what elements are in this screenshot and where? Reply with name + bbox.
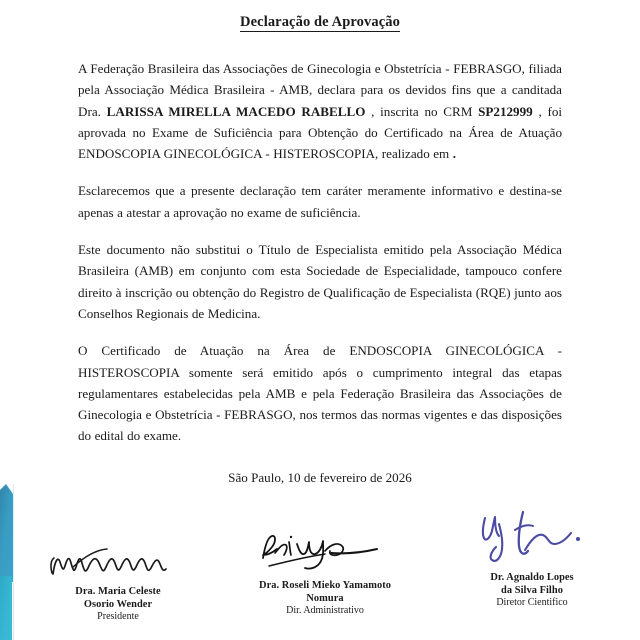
emphasized-text: . [452, 146, 456, 162]
edge-band-highlight [13, 484, 14, 640]
signature-name-line-2: Osorio Wender [83, 598, 153, 610]
handwritten-signature-icon [227, 516, 423, 578]
signature-block-diretor-cientifico [434, 508, 630, 610]
handwritten-signature-icon [434, 508, 630, 570]
date-line: São Paulo, 10 de fevereiro de 2026 [228, 470, 412, 485]
body-text: Este documento não substitui o Título de Especialista emitido pela Associação Médica Brasileira (AMB) em conjunto com esta Sociedade de Especialidade, tampouco confere direito à inscrição ou obtenção do Registro de Qualificação de Especialista (RQE) junto aos Conselhos Regionais de Medicina. [78, 242, 562, 321]
signature-name-line-2: da Silva Filho [501, 584, 563, 596]
signature-row [20, 508, 630, 624]
signature-name [490, 572, 573, 597]
left-edge-decoration [0, 484, 14, 640]
body-text: A Federação Brasileira das Associações de Ginecologia e Obstetrícia - FEBRASGO, filiada pela Associação Médica Brasileira - AMB, declara para os devidos fins que a canditada Dra. [78, 61, 562, 119]
edge-band-light-segment [0, 576, 12, 640]
signature-block-presidente [20, 522, 216, 624]
emphasized-text: SP212999 [478, 103, 533, 119]
body-text: , inscrita no CRM [365, 103, 479, 119]
signature-role: Diretor Cientifico [496, 597, 568, 609]
body-text: O Certificado de Atuação na Área de ENDOSCOPIA GINECOLÓGICA - HISTEROSCOPIA somente será emitido após o cumprimento integral das etapas regulamentares estabelecidas pela AMB e pela Federação Brasileira das Associações de Ginecologia e Obstetrícia - FEBRASGO, nos termos das normas vigentes e das disposições do edital do exame. [78, 343, 562, 444]
page-title-text: Declaração de Aprovação [240, 14, 400, 30]
signature-role: Dir. Administrativo [286, 605, 364, 617]
paragraph-approval-statement [78, 58, 562, 164]
document-body [78, 58, 562, 447]
emphasized-text: LARISSA MIRELLA MACEDO RABELLO [106, 103, 366, 119]
signature-name [75, 586, 160, 611]
paragraph-not-specialist-title [78, 239, 562, 324]
signature-name-line-2: Nomura [306, 592, 344, 604]
signature-name [259, 580, 391, 605]
signature-role: Presidente [97, 611, 139, 623]
handwritten-signature-icon [20, 522, 216, 584]
signature-block-dir-administrativo [227, 516, 423, 618]
signature-name-line-1: Dra. Roseli Mieko Yamamoto [259, 580, 391, 591]
paragraph-certificate-conditions [78, 340, 562, 446]
paragraph-informative-character [78, 180, 562, 223]
body-text: , foi aprovada no Exame de Suficiência para Obtenção do Certificado na Área de Atuação ENDOSCOPIA GINECOLÓGICA - HISTEROSCOPIA, realizado em [78, 103, 562, 162]
body-text: Esclarecemos que a presente declaração tem caráter meramente informativo e destina-se apenas a atestar a aprovação no exame de suficiência. [78, 183, 562, 220]
signature-name-line-1: Dr. Agnaldo Lopes [490, 572, 574, 583]
signature-name-line-1: Dra. Maria Celeste [75, 586, 161, 597]
edge-band-dark-segment [0, 484, 13, 582]
page-title [0, 14, 640, 31]
